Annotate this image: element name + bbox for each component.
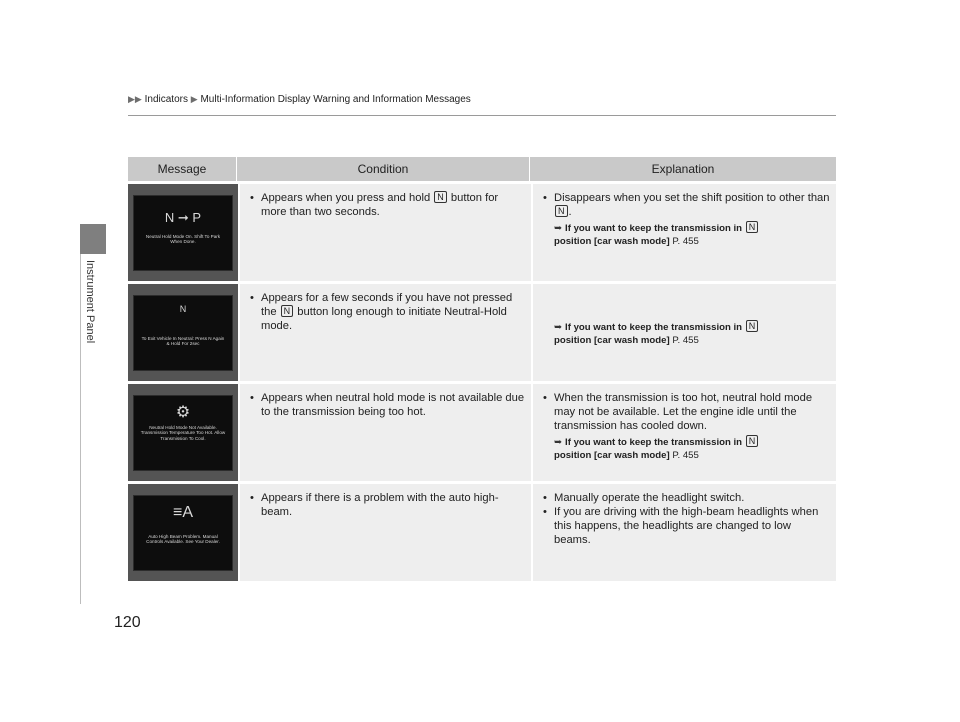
table-row: [128, 484, 836, 581]
breadcrumb-item-messages[interactable]: Multi-Information Display Warning and Information Messages: [200, 94, 471, 105]
condition-text: Appears for a few seconds if you have not pressed the: [261, 292, 513, 318]
reference-arrow-icon: ➥: [554, 437, 563, 448]
display-symbol-icon: ⚙: [175, 403, 191, 421]
condition-cell: [240, 284, 531, 381]
condition-bullet: [250, 491, 525, 519]
condition-bullet: [250, 191, 525, 219]
breadcrumb-arrow-icon: ▶: [190, 94, 198, 104]
explanation-bullet: [543, 505, 830, 547]
message-cell: [128, 384, 238, 481]
message-cell: [128, 284, 238, 381]
message-cell: [128, 184, 238, 281]
chapter-tab: [80, 224, 106, 254]
n-button-icon: N: [434, 191, 447, 203]
explanation-text: If you are driving with the high-beam headlights when this happens, the headlights are changed to low beams.: [554, 506, 819, 546]
table-body: [128, 184, 836, 581]
cross-reference-link[interactable]: [543, 435, 830, 462]
n-button-icon: N: [281, 305, 294, 317]
condition-text: Appears if there is a problem with the auto high-beam.: [261, 492, 499, 518]
explanation-cell: [533, 384, 836, 481]
explanation-bullet: [543, 391, 830, 433]
display-screen-image: [133, 195, 233, 271]
explanation-text: When the transmission is too hot, neutral hold mode may not be available. Let the engine idle until the transmission has cooled down.: [554, 392, 813, 432]
messages-table: [128, 157, 836, 581]
reference-title: position [car wash mode]: [554, 236, 670, 247]
reference-page: P. 455: [672, 335, 699, 346]
condition-bullet: [250, 391, 525, 419]
display-symbol-icon: ≡A: [172, 503, 193, 521]
reference-arrow-icon: ➥: [554, 322, 563, 333]
reference-title: If you want to keep the transmission in: [565, 223, 743, 234]
display-message-text: To Exit Vehicle In Neutral: Press N Again & Hold For 2sec: [141, 335, 225, 347]
header-condition: Condition: [236, 157, 529, 181]
explanation-bullet: [543, 491, 830, 505]
explanation-text: Disappears when you set the shift position to other than: [554, 192, 830, 204]
table-header: [128, 157, 836, 181]
reference-title: If you want to keep the transmission in: [565, 437, 743, 448]
explanation-bullet: [543, 191, 830, 219]
condition-text: button for more than two seconds.: [261, 192, 499, 218]
display-screen-image: [133, 495, 233, 571]
display-message-text: Auto High Beam Problem. Manual Controls Available. See Your Dealer.: [146, 533, 220, 545]
header-message: Message: [157, 162, 207, 176]
explanation-text: Manually operate the headlight switch.: [554, 492, 745, 504]
reference-arrow-icon: ➥: [554, 223, 563, 234]
reference-page: P. 455: [672, 236, 699, 247]
display-screen-image: [133, 395, 233, 471]
breadcrumb: [128, 94, 471, 105]
explanation-cell: [533, 184, 836, 281]
display-message-text: Neutral Hold Mode On. Shift To Park When Done.: [145, 233, 221, 245]
condition-text: button long enough to initiate Neutral-Hold mode.: [261, 306, 507, 332]
condition-text: Appears when you press and hold: [261, 192, 431, 204]
n-button-icon: N: [555, 205, 568, 217]
display-symbol-icon: N ➞ P: [164, 209, 202, 225]
reference-title: If you want to keep the transmission in: [565, 322, 743, 333]
display-symbol-icon: N: [179, 303, 187, 314]
chapter-label: Instrument Panel: [84, 260, 96, 344]
reference-title: position [car wash mode]: [554, 450, 670, 461]
explanation-text: .: [568, 206, 572, 218]
condition-cell: [240, 384, 531, 481]
condition-cell: [240, 484, 531, 581]
table-row: [128, 184, 836, 281]
breadcrumb-item-indicators[interactable]: Indicators: [144, 94, 188, 105]
breadcrumb-arrow-icon: ▶▶: [128, 94, 142, 104]
reference-page: P. 455: [672, 450, 699, 461]
chapter-divider: [80, 254, 81, 604]
explanation-cell: [533, 484, 836, 581]
condition-text: Appears when neutral hold mode is not available due to the transmission being too hot.: [261, 392, 525, 418]
page-number: 120: [114, 614, 141, 631]
cross-reference-link[interactable]: [543, 221, 830, 248]
header-explanation: Explanation: [529, 157, 836, 181]
n-button-icon: N: [746, 320, 759, 332]
cross-reference-link[interactable]: [543, 320, 830, 347]
explanation-cell: [533, 284, 836, 381]
table-row: [128, 284, 836, 381]
n-button-icon: N: [746, 435, 759, 447]
n-button-icon: N: [746, 221, 759, 233]
display-screen-image: [133, 295, 233, 371]
header-rule: [128, 115, 836, 116]
message-cell: [128, 484, 238, 581]
condition-bullet: [250, 291, 525, 333]
reference-title: position [car wash mode]: [554, 335, 670, 346]
display-message-text: Neutral Hold Mode Not Available. Transmission Temperature Too Hot. Allow Transmission To Cool.: [140, 424, 226, 441]
table-row: [128, 384, 836, 481]
condition-cell: [240, 184, 531, 281]
